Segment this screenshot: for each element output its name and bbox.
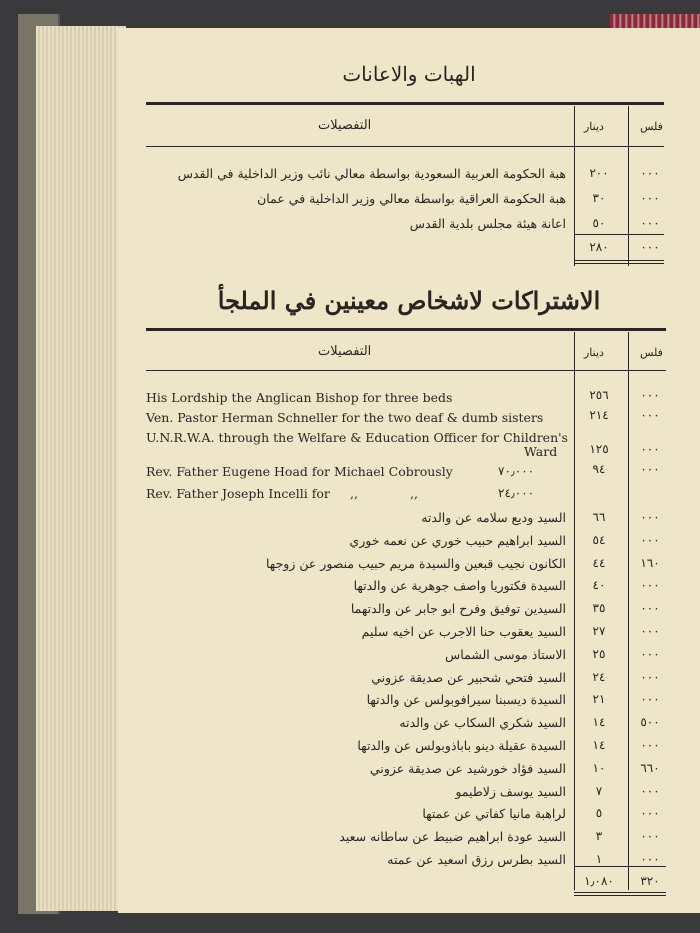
row-dinar: ٤٤ [592,555,606,570]
row-fils: ٠٠٠ [640,532,660,547]
details-header: التفصيلات [318,118,372,133]
row-text: السيدة فكتوريا واصف جوهرية عن والدتها [353,578,566,594]
row-dinar: ١٠ [592,760,606,775]
row-fils: ٠٠٠ [640,510,660,524]
row-fils: ٠٠٠ [640,852,660,866]
section2-total-dinar: ١٫٠٨٠ [584,874,614,888]
row-text: السيد ابراهيم حبيب خوري عن نعمه خوري [349,532,566,548]
row-dinar: ٥٤ [592,532,606,547]
row-dinar: ٢١ [592,692,606,707]
row-dinar: ٢٤ [592,669,606,684]
row-dinar: ٦٦ [592,510,606,524]
row-text: السيد فؤاد خورشيد عن صديقة عزوني [369,760,566,776]
row-text: السيد شكري السكاب عن والدته [399,715,566,731]
row-text: السيد يوسف زلاطيمو [455,783,566,799]
row-fils: ١٦٠ [640,555,660,570]
row-dinar: ٢٧ [592,624,606,638]
row-dinar: ١ [595,852,603,866]
row-fils: ٠٠٠ [640,646,660,661]
row-dinar: ٤٠ [592,578,606,593]
row-dinar: ٣٥ [592,601,606,616]
details-header: التفصيلات [318,344,372,359]
row-dinar: ٢٥ [592,646,606,661]
row-fils: ٠٠٠ [640,829,660,844]
fils-header: فلس [640,346,663,359]
page-edges [36,26,126,911]
row-dinar: ٧ [595,783,603,798]
row-fils: ٠٠٠ [640,738,660,752]
row-text: السيد فتحي شحبير عن صديقة عزوني [371,669,566,685]
row-text: السيد عودة ابراهيم ضبيط عن ساطانه سعيد [339,829,566,845]
row-fils: ٠٠٠ [640,692,660,707]
row-fils: ٠٠٠ [640,624,660,638]
row-fils: ٠٠٠ [640,783,660,798]
section2-total-fils: ٣٢٠ [640,874,660,888]
row-fils: ٥٠٠ [640,715,660,730]
row-text: السيدين توفيق وفرح ابو جابر عن والدتهما [350,601,566,617]
row-dinar: ١٤ [592,715,606,730]
row-dinar: ١٤ [592,738,606,752]
section1-title: الهبات والاعانات [342,62,476,86]
ledger-page: الهبات والاعانات التفصيلات دينار فلس هبة الحكومة العربية السعودية بواسطة معالي نائب وزير الداخلية في القدس ٢٠٠ ٠٠٠ هبة الحكومة العراقية بواسطة معالي وزير الداخلية في عمان ٣٠ ٠٠٠ اعانة هيئة مجلس بلدية القدس ٥٠ ٠٠٠ ٢٨٠ ٠٠٠ الاشتراكات لاشخاص معينين في الملجأ التفصيلات دينار فلس His Lordship the Anglican Bishop for three beds ٢٥٦ ٠٠٠ Ven. Pastor Herman Schneller for the two deaf & dumb sisters ٢١٤ ٠٠٠ U.N.R.W.A. through the Welfare & Education Officer for Children's Ward ١٢٥ ٠٠٠ Rev. Father Eugene Hoad for Michael Cobrously ٧٠٫٠٠٠ ٩٤ ٠٠٠ Rev. Father Joseph Incelli for ,, ,, ٢٤٫٠٠٠ السيد وديع سلامه عن والدته ٦٦ ٠٠٠ السيد ابراهيم حبيب خوري عن نعمه خوري ٥٤ ٠٠٠ الكانون نجيب قبعين والسيدة مريم حبيب منصور عن زوجها ٤٤ ١٦٠ السيدة فكتوريا واصف جوهرية عن والدتها ٤٠ ٠٠٠ السيدين توفيق وفرح ابو جابر عن والدتهما ٣٥ ٠٠٠ السيد يعقوب حنا الاجرب عن اخيه سليم ٢٧ ٠٠٠ الاستاذ موسى الشماس ٢٥ ٠٠٠ السيد فتحي شحبير عن صديقة عزوني ٢٤ ٠٠٠ السيدة ديسبنا سيرافوبولس عن والدتها ٢١ ٠٠٠ السيد شكري السكاب عن والدته ١٤ ٥٠٠ السيدة عقيلة دينو باباذوبولس عن والدتها ١٤ ٠٠٠ السيد فؤاد خورشيد عن صديقة عزوني ١٠ ٦٦٠ السيد يوسف زلاطيمو ٧ ٠٠٠ لراهبة مانيا كفاتي عن عمتها ٥ ٠٠٠ السيد عودة ابراهيم ضبيط عن ساطانه سعيد ٣ ٠٠٠ السيد بطرس رزق اسعيد عن عمته ١ ٠٠٠ ١٫٠٨٠ ٣٢٠ [118,28,700,913]
fils-header: فلس [640,120,663,133]
row-text: السيد يعقوب حنا الاجرب عن اخيه سليم [361,624,566,639]
section1-total-dinar: ٢٨٠ [589,240,609,254]
row-text: الاستاذ موسى الشماس [445,646,566,662]
row-fils: ٠٠٠ [640,806,660,821]
bookmark-ribbon [610,14,700,28]
row-fils: ٠٠٠ [640,601,660,616]
section2-top-rule [146,328,666,331]
row-fils: ٠٠٠ [640,669,660,684]
row-text: السيد بطرس رزق اسعيد عن عمته [387,852,566,867]
row-fils: ٦٦٠ [640,760,660,775]
row-dinar: ٣ [595,829,603,844]
row-dinar: ٥ [595,806,603,821]
section1-top-rule [146,102,664,105]
dinar-header: دينار [584,120,604,133]
row-text: السيدة عقيلة دينو باباذوبولس عن والدتها [357,738,566,753]
row-text: السيد وديع سلامه عن والدته [421,510,566,525]
section2-title: الاشتراكات لاشخاص معينين في الملجأ [217,286,601,315]
row-text: الكانون نجيب قبعين والسيدة مريم حبيب منصور عن زوجها [266,555,566,571]
dinar-header: دينار [584,346,604,359]
row-text: لراهبة مانيا كفاتي عن عمتها [422,806,566,822]
row-fils: ٠٠٠ [640,578,660,593]
section1-total-fils: ٠٠٠ [640,240,660,254]
row-text: السيدة ديسبنا سيرافوبولس عن والدتها [366,692,566,708]
